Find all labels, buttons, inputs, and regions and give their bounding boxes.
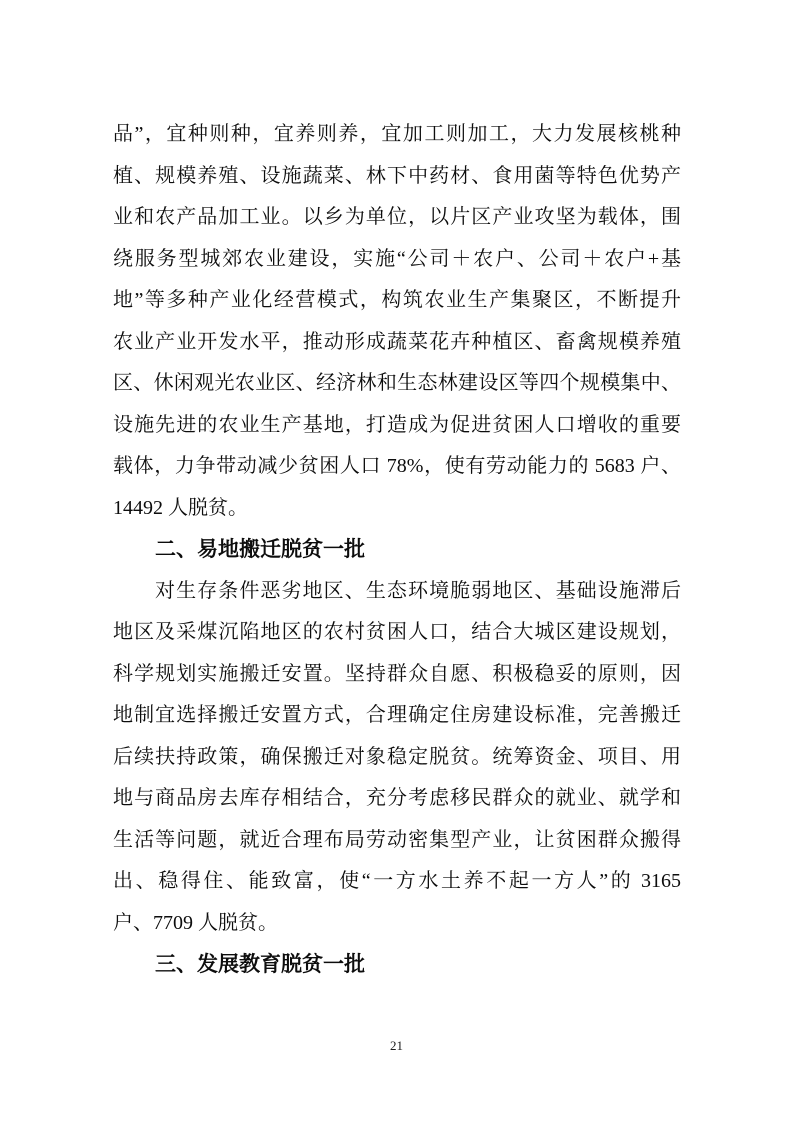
text-line: 植、规模养殖、设施蔬菜、林下中药材、食用菌等特色优势产 [113,164,681,187]
text-line: 地制宜选择搬迁安置方式，合理确定住房建设标准，完善搬迁 [113,704,681,726]
text-line: 业和农产品加工业。以乡为单位，以片区产业攻坚为载体，围 [113,206,681,228]
text-line: 地与商品房去库存相结合，充分考虑移民群众的就业、就学和 [113,787,681,809]
text-line: 设施先进的农业生产基地，打造成为促进贫困人口增收的重要 [113,413,681,436]
section-heading: 二、易地搬迁脱贫一批 [155,538,365,561]
text-line: 品”，宜种则种，宜养则养，宜加工则加工，大力发展核桃种 [113,123,681,145]
text-line: 地”等多种产业化经营模式，构筑农业生产集聚区，不断提升 [113,289,681,311]
text-line: 生活等问题，就近合理布局劳动密集型产业，让贫困群众搬得 [113,828,681,851]
text-content [113,114,681,986]
text-line: 科学规划实施搬迁安置。坚持群众自愿、积极稳妥的原则，因 [113,662,681,685]
page-number: 21 [390,1038,403,1053]
text-line: 区、休闲观光农业区、经济林和生态林建设区等四个规模集中、 [113,372,681,394]
text-line: 户、7709 人脱贫。 [113,911,278,934]
text-line: 出、稳得住、能致富，使“一方水土养不起一方人”的 3165 [113,870,681,892]
text-line: 对生存条件恶劣地区、生态环境脆弱地区、基础设施滞后 [155,579,681,602]
text-line: 载体，力争带动减少贫困人口 78%，使有劳动能力的 5683 户、 [113,455,681,477]
section-heading: 三、发展教育脱贫一批 [155,953,365,976]
text-line: 农业产业开发水平，推动形成蔬菜花卉种植区、畜禽规模养殖 [113,330,681,353]
text-line: 后续扶持政策，确保搬迁对象稳定脱贫。统筹资金、项目、用 [113,745,681,768]
text-line: 地区及采煤沉陷地区的农村贫困人口，结合大城区建设规划， [113,621,681,643]
text-line: 14492 人脱贫。 [113,496,248,519]
text-line: 绕服务型城郊农业建设，实施“公司＋农户、公司＋农户+基 [113,247,681,270]
